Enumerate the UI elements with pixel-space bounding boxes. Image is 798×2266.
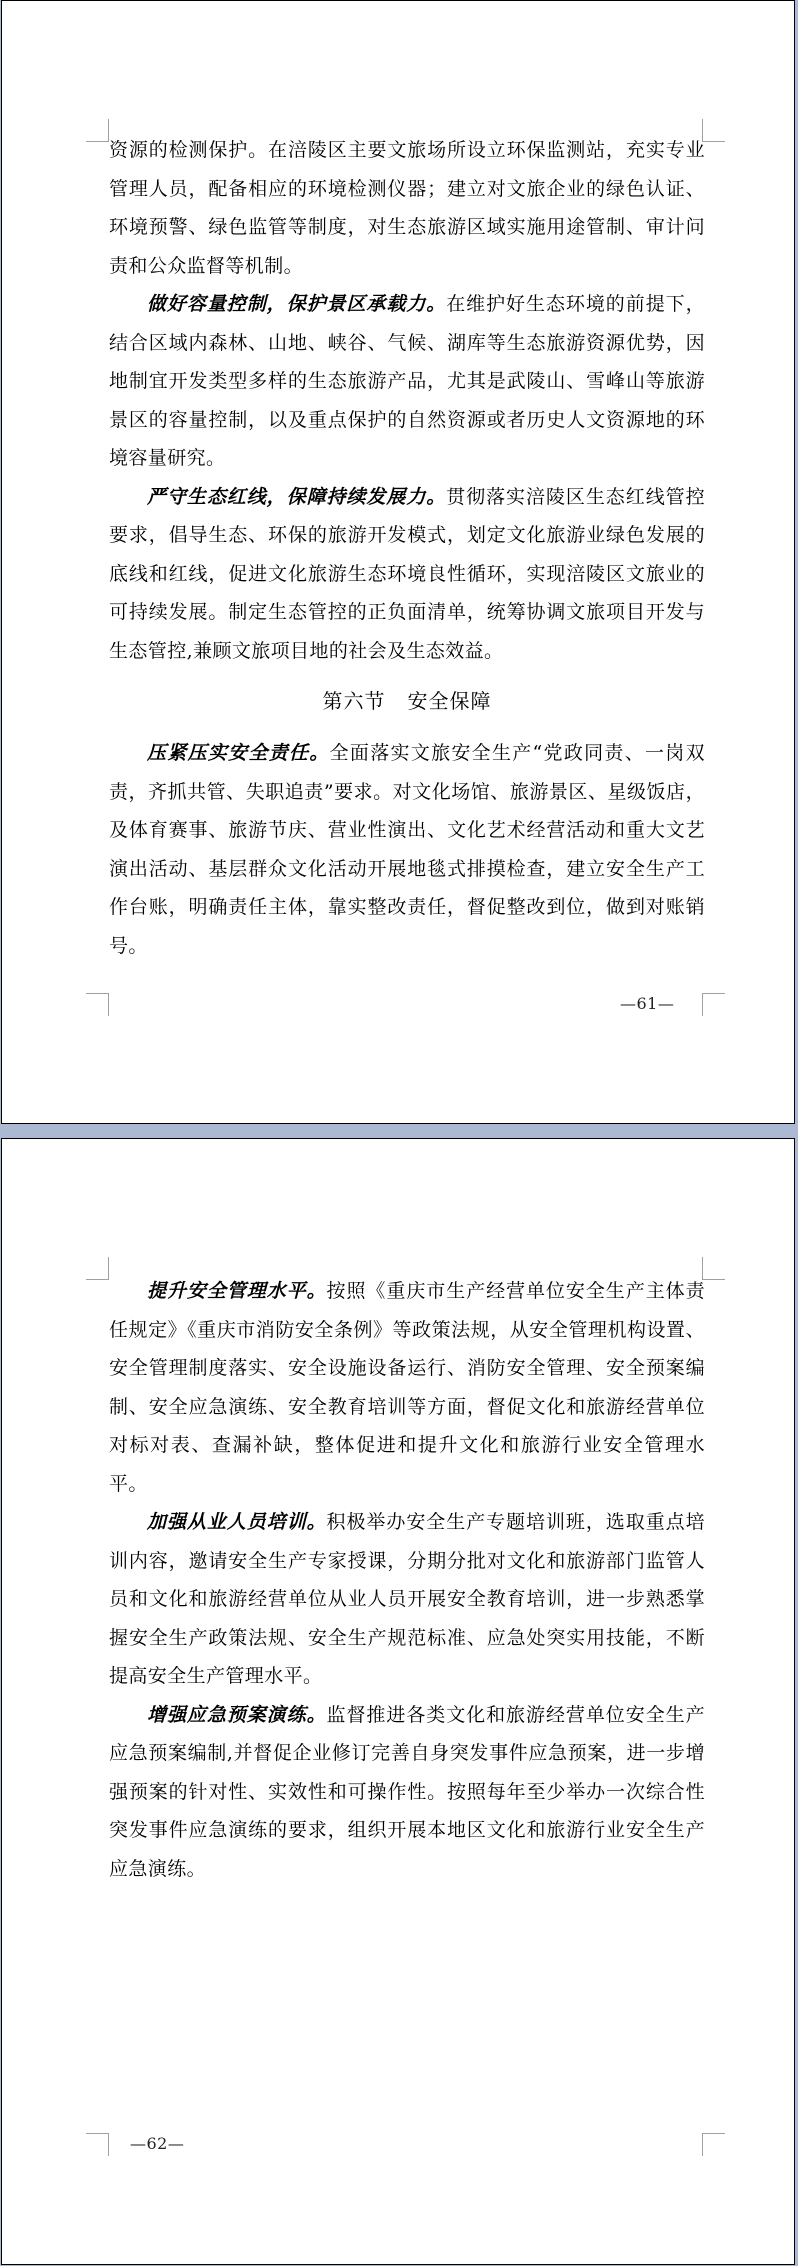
paragraph	[109, 1503, 705, 1696]
document-page-62	[1, 1138, 795, 2265]
document-page-61	[1, 0, 795, 1124]
crop-mark-bottom-left	[86, 2133, 109, 2156]
crop-mark-top-right	[702, 1257, 725, 1280]
crop-mark-bottom-right	[702, 2133, 725, 2156]
section-number: 第六节	[322, 689, 386, 713]
paragraph	[109, 131, 705, 285]
paragraph-lead: 提升安全管理水平。	[147, 1280, 327, 1302]
paragraph-text: 按照《重庆市生产经营单位安全生产主体责任规定》《重庆市消防安全条例》等政策法规，从安全管理机构设置、安全管理制度落实、安全设施设备运行、消防安全管理、安全预案编制、安全应急演练、安全教育培训等方面，督促文化和旅游经营单位对标对表、查漏补缺，整体促进和提升文化和旅游行业安全管理水平。	[109, 1280, 705, 1495]
paragraph	[109, 734, 705, 965]
crop-mark-top-right	[702, 119, 725, 142]
paragraph	[109, 478, 705, 671]
paragraph-text: 积极举办安全生产专题培训班，选取重点培训内容，邀请安全生产专家授课，分期分批对文化和旅游部门监管人员和文化和旅游经营单位从业人员开展安全教育培训，进一步熟悉掌握安全生产政策法规、安全生产规范标准、应急处突实用技能，不断提高安全生产管理水平。	[109, 1511, 705, 1687]
paragraph-text: 资源的检测保护。在涪陵区主要文旅场所设立环保监测站，充实专业管理人员，配备相应的环境检测仪器；建立对文旅企业的绿色认证、环境预警、绿色监管等制度，对生态旅游区域实施用途管制、审计问责和公众监督等机制。	[109, 139, 705, 277]
page-number: —62—	[130, 2134, 185, 2153]
paragraph-lead: 严守生态红线，保障持续发展力。	[147, 485, 447, 508]
paragraph-text: 监督推进各类文化和旅游经营单位安全生产应急预案编制,并督促企业修订完善自身突发事件应急预案，进一步增强预案的针对性、实效性和可操作性。按照每年至少举办一次综合性突发事件应急演练的要求，组织开展本地区文化和旅游行业安全生产应急演练。	[109, 1703, 705, 1880]
crop-mark-bottom-left	[86, 993, 109, 1016]
paragraph-text: 贯彻落实涪陵区生态红线管控要求，倡导生态、环保的旅游开发模式，划定文化旅游业绿色发展的底线和红线，促进文化旅游生态环境良性循环，实现涪陵区文旅业的可持续发展。制定生态管控的正负面清单，统筹协调文旅项目开发与生态管控,兼顾文旅项目地的社会及生态效益。	[109, 485, 705, 662]
page-62-body	[109, 1272, 705, 1888]
paragraph-lead: 做好容量控制，保护景区承载力。	[147, 293, 447, 315]
paragraph-lead: 增强应急预案演练。	[147, 1703, 327, 1726]
crop-mark-bottom-right	[702, 993, 725, 1016]
paragraph-lead: 压紧压实安全责任。	[147, 742, 330, 764]
page-number: —61—	[620, 994, 675, 1013]
paragraph	[109, 1696, 705, 1889]
page-61-body	[109, 131, 705, 965]
crop-mark-top-left	[86, 119, 109, 142]
paragraph-lead: 加强从业人员培训。	[147, 1511, 327, 1533]
crop-mark-top-left	[86, 1257, 109, 1280]
paragraph-text: 全面落实文旅安全生产“党政同责、一岗双责，齐抓共管、失职追责”要求。对文化场馆、旅游景区、星级饭店，及体育赛事、旅游节庆、营业性演出、文化艺术经营活动和重大文艺演出活动、基层群众文化活动开展地毯式排摸检查，建立安全生产工作台账，明确责任主体，靠实整改责任，督促整改到位，做到对账销号。	[109, 742, 705, 957]
section-heading	[109, 682, 705, 720]
paragraph-text: 在维护好生态环境的前提下，结合区域内森林、山地、峡谷、气候、湖库等生态旅游资源优势，因地制宜开发类型多样的生态旅游产品，尤其是武陵山、雪峰山等旅游景区的容量控制，以及重点保护的自然资源或者历史人文资源地的环境容量研究。	[109, 293, 705, 469]
paragraph	[109, 1272, 705, 1503]
paragraph	[109, 285, 705, 478]
section-title: 安全保障	[407, 689, 492, 713]
